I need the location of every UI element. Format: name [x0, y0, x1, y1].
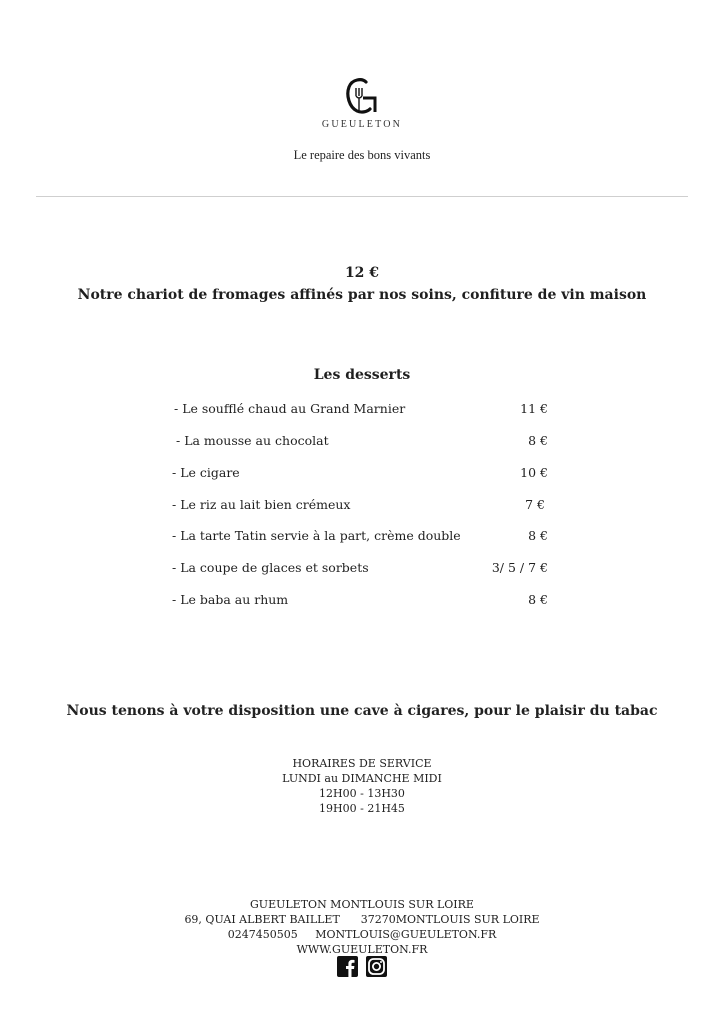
- hours-dinner: 19H00 - 21H45: [319, 802, 405, 815]
- dessert-price: 10 €: [520, 465, 548, 480]
- dessert-item: [172, 465, 548, 483]
- dessert-price: 7 €: [525, 497, 545, 512]
- desserts-title: Les desserts: [313, 367, 411, 383]
- dessert-price: 3/ 5 / 7 €: [491, 560, 548, 575]
- dessert-name: - Le cigare: [172, 465, 240, 480]
- footer-address: [0, 912, 724, 927]
- footer: [0, 897, 724, 957]
- footer-city: 37270MONTLOUIS SUR LOIRE: [360, 913, 540, 926]
- hours-days: LUNDI au DIMANCHE MIDI: [282, 772, 442, 785]
- tagline: Le repaire des bons vivants: [293, 148, 431, 162]
- dessert-price: 11 €: [520, 401, 548, 416]
- dessert-name: - La tarte Tatin servie à la part, crème double: [172, 528, 461, 543]
- brand-name: GUEULETON: [321, 119, 403, 130]
- cheese-description: Notre chariot de fromages affinés par nos soins, confiture de vin maison: [77, 287, 647, 303]
- footer-phone[interactable]: 0247450505: [227, 928, 298, 941]
- service-hours: [0, 756, 724, 816]
- dessert-price: 8 €: [528, 528, 548, 543]
- divider: [36, 196, 688, 197]
- dessert-item: [172, 401, 548, 419]
- instagram-icon[interactable]: [366, 956, 387, 977]
- dessert-item: [172, 433, 548, 451]
- dessert-price: 8 €: [528, 433, 548, 448]
- dessert-item: [172, 592, 548, 610]
- footer-email[interactable]: MONTLOUIS@GUEULETON.FR: [315, 928, 497, 941]
- dessert-name: - La coupe de glaces et sorbets: [172, 560, 369, 575]
- footer-contact: [0, 927, 724, 942]
- dessert-item: [172, 497, 548, 515]
- logo: [0, 76, 724, 122]
- gueuleton-logo-icon: [342, 76, 382, 118]
- cigar-note: Nous tenons à votre disposition une cave à cigares, pour le plaisir du tabac: [66, 703, 658, 719]
- footer-name: GUEULETON MONTLOUIS SUR LOIRE: [250, 898, 474, 911]
- dessert-price: 8 €: [528, 592, 548, 607]
- dessert-item: [172, 528, 548, 546]
- footer-website[interactable]: WWW.GUEULETON.FR: [296, 943, 428, 956]
- social-links: [0, 956, 724, 977]
- hours-title: HORAIRES DE SERVICE: [292, 757, 432, 770]
- dessert-name: - Le soufflé chaud au Grand Marnier: [174, 401, 406, 416]
- dessert-name: - Le riz au lait bien crémeux: [172, 497, 351, 512]
- dessert-item: [172, 560, 548, 578]
- footer-street: 69, QUAI ALBERT BAILLET: [184, 913, 340, 926]
- dessert-name: - La mousse au chocolat: [176, 433, 329, 448]
- hours-lunch: 12H00 - 13H30: [319, 787, 405, 800]
- cheese-price: 12 €: [344, 265, 380, 281]
- dessert-name: - Le baba au rhum: [172, 592, 289, 607]
- facebook-icon[interactable]: [337, 956, 358, 977]
